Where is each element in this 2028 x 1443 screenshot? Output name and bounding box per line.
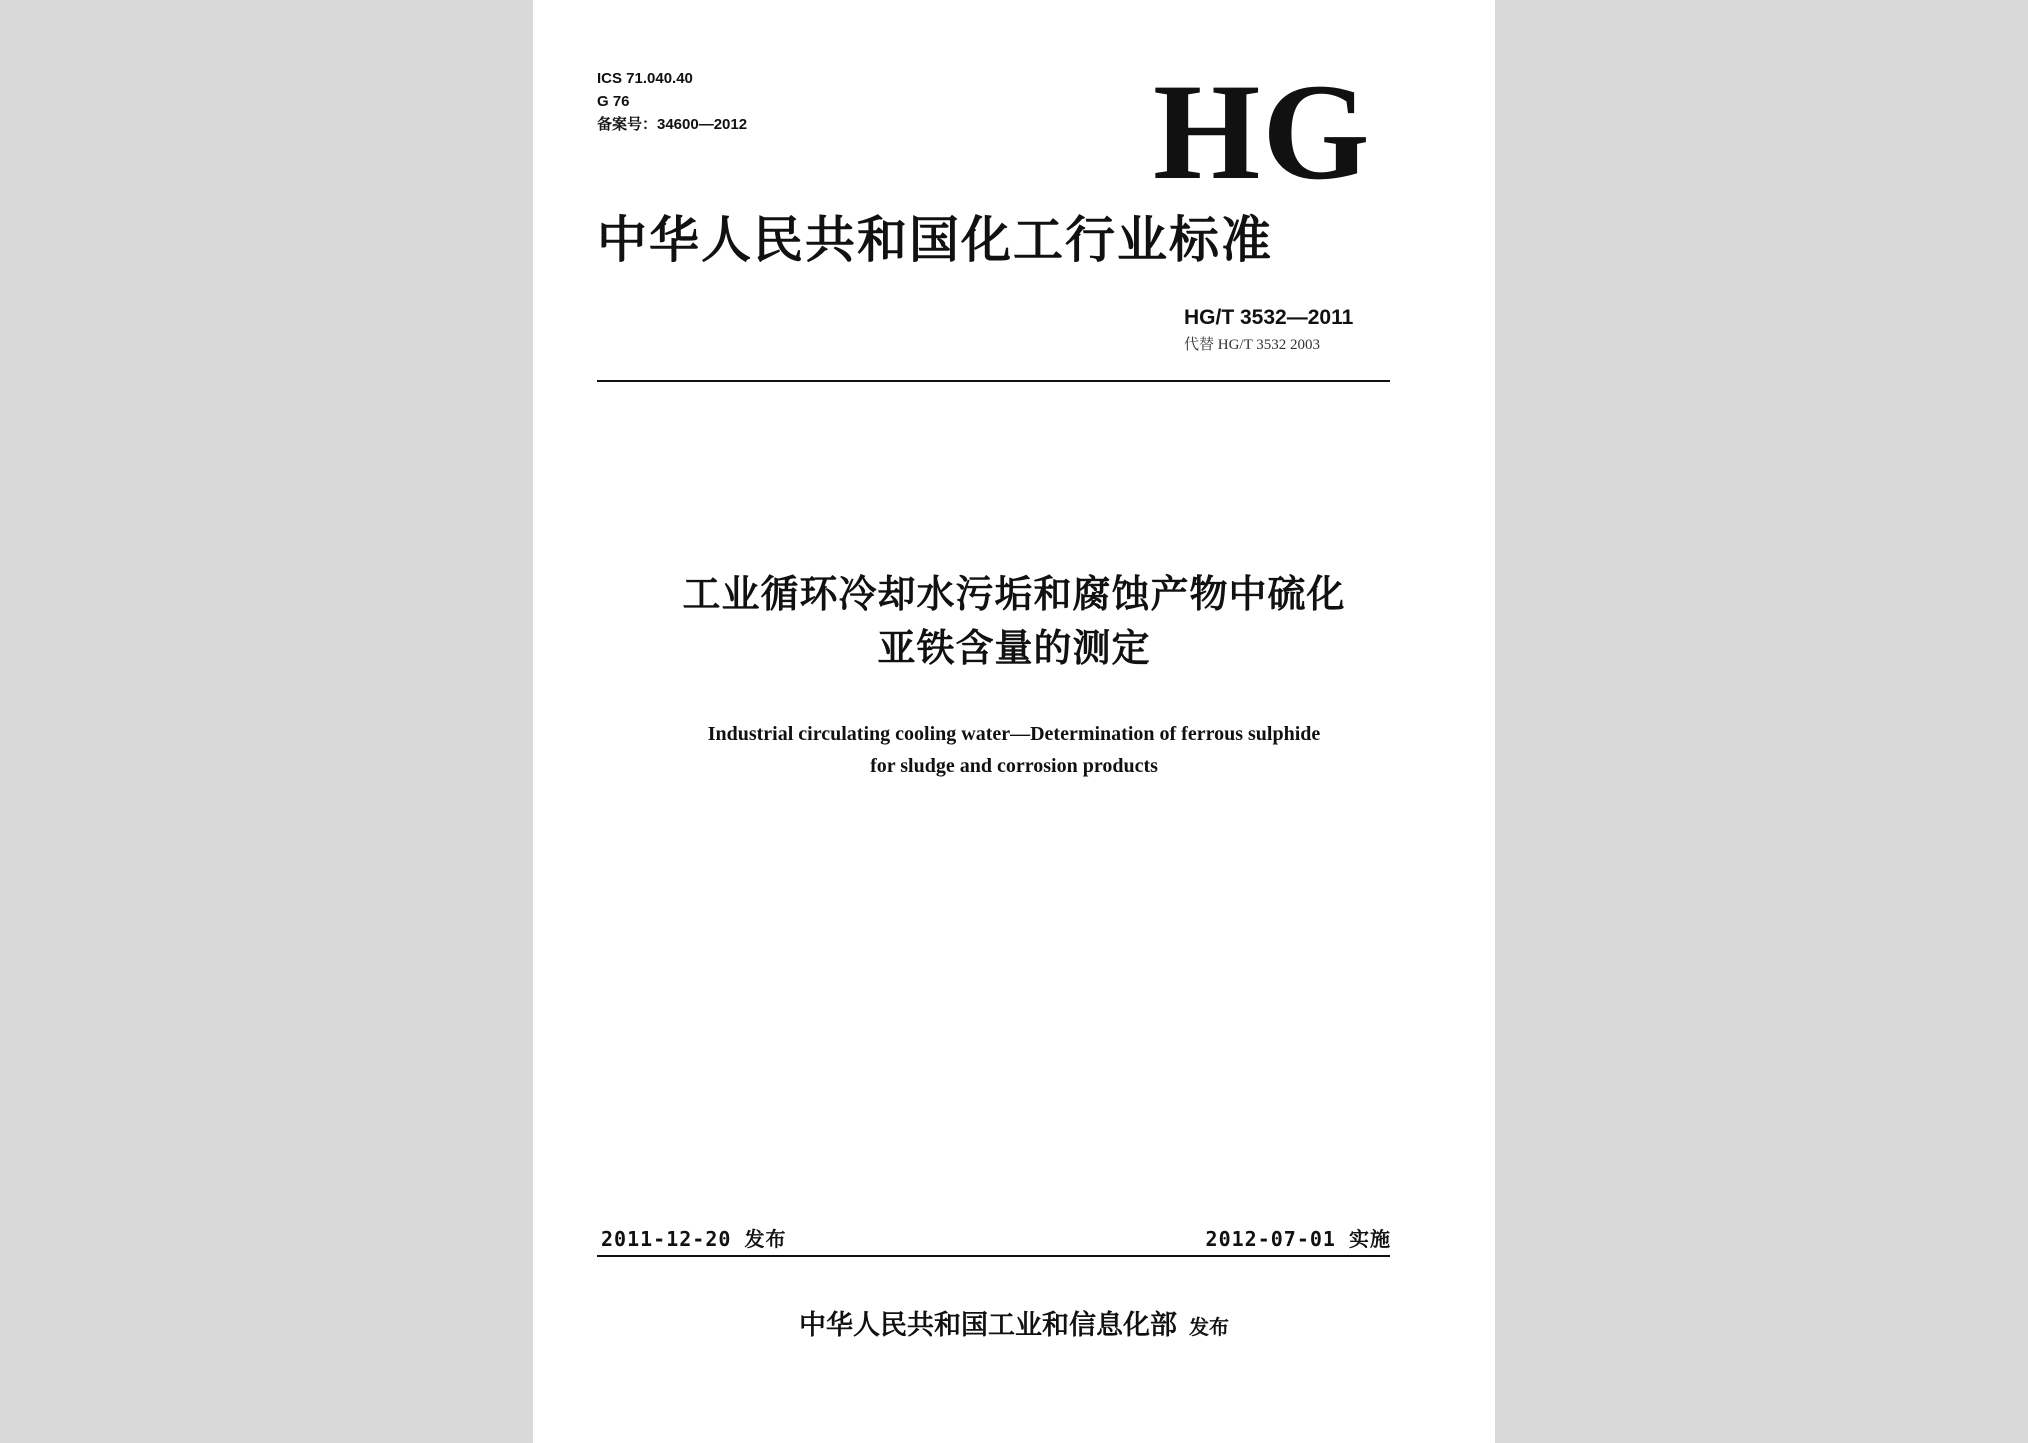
header-divider	[597, 380, 1390, 382]
ics-code: ICS 71.040.40	[597, 70, 693, 87]
issuing-authority	[533, 1308, 1495, 1345]
english-title-line-1: Industrial circulating cooling water—Determination of ferrous sulphide	[707, 723, 1321, 745]
issuer-suffix: 发布	[1189, 1315, 1229, 1339]
document-page	[533, 0, 1495, 1443]
standard-code: HG/T 3532—2011	[1184, 306, 1354, 329]
publish-date: 2011-12-20 发布	[601, 1227, 787, 1251]
replaces-standard: 代替 HG/T 3532 2003	[1184, 337, 1320, 353]
issuer-name: 中华人民共和国工业和信息化部	[799, 1310, 1177, 1341]
hg-logo: HG	[1153, 55, 1372, 208]
english-title-line-2: for sludge and corrosion products	[870, 755, 1158, 777]
standard-category-title: 中华人民共和国化工行业标准	[597, 211, 1273, 269]
implement-date: 2012-07-01 实施	[1205, 1227, 1391, 1251]
chinese-title-line-2: 亚铁含量的测定	[877, 626, 1151, 670]
class-code: G 76	[597, 93, 630, 110]
footer-divider	[597, 1255, 1390, 1257]
chinese-title-line-1: 工业循环冷却水污垢和腐蚀产物中硫化	[682, 572, 1346, 616]
record-number: 备案号：34600—2012	[597, 116, 748, 133]
